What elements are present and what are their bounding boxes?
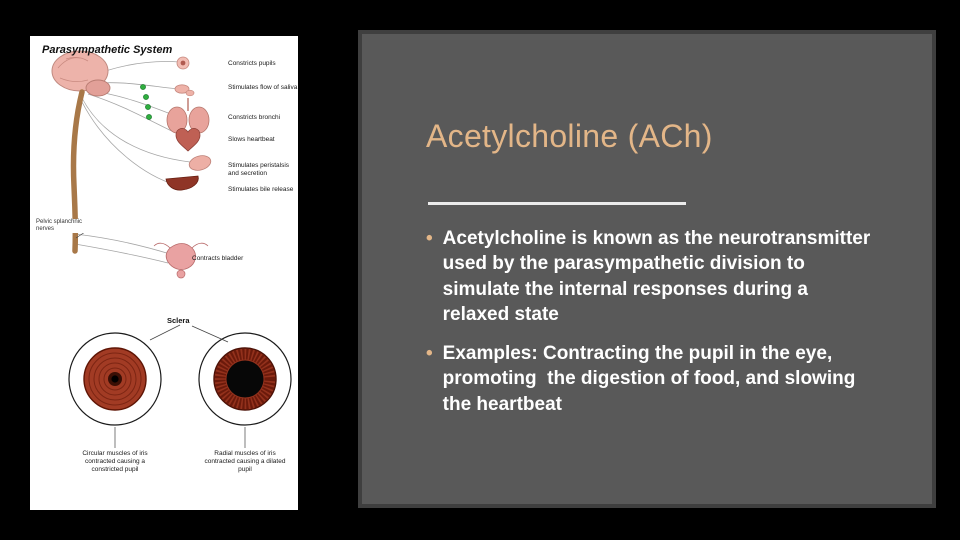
eye-organ-illustration: [177, 57, 189, 69]
slide-title: Acetylcholine (ACh): [426, 118, 713, 154]
constricted-eye-diagram: [69, 333, 161, 425]
stomach-illustration: [188, 153, 213, 172]
bullet-marker-icon: •: [426, 228, 433, 249]
organ-label-peristalsis: Stimulates peristalsis and secretion: [228, 162, 290, 177]
brain-illustration: [52, 51, 110, 96]
bullet-list: [426, 226, 876, 431]
organ-label-pupils: Constricts pupils: [228, 60, 276, 67]
anatomy-illustration: [30, 36, 298, 510]
dilated-eye-diagram: [199, 333, 291, 425]
lungs-illustration: [167, 98, 209, 133]
organ-label-bile: Stimulates bile release: [228, 186, 294, 193]
liver-illustration: [166, 176, 198, 190]
diagram-title: Parasympathetic System: [42, 44, 173, 56]
title-underline: [428, 202, 686, 205]
bullet-item: [426, 341, 871, 417]
pelvic-nerve-label: Pelvic splanchnic nerves: [36, 219, 98, 233]
organ-label-heartbeat: Slows heartbeat: [228, 136, 275, 143]
organ-label-bronchi: Constricts bronchi: [228, 114, 281, 121]
bullet-text: Acetylcholine is known as the neurotransmitter used by the parasympathetic division to simulate the internal responses during a relaxed state: [442, 228, 876, 325]
sclera-label: Sclera: [167, 316, 190, 325]
anatomy-panel: [30, 36, 298, 510]
eye-caption-constricted: Circular muscles of iris contracted causing a constricted pupil: [82, 450, 148, 474]
bullet-marker-icon: •: [426, 343, 433, 365]
bullet-item: [426, 226, 876, 327]
eye-caption-dilated: Radial muscles of iris contracted causing a dilated pupil: [204, 450, 286, 474]
bullet-text: Examples: Contracting the pupil in the eye, promoting the digestion of food, and slowing the heartbeat: [442, 343, 861, 415]
content-panel: [358, 30, 936, 508]
ganglia-dots: [140, 84, 151, 119]
organ-label-bladder: Contracts bladder: [192, 255, 244, 262]
organ-label-saliva: Stimulates flow of saliva: [228, 84, 298, 91]
heart-illustration: [176, 128, 200, 151]
salivary-gland-illustration: [175, 85, 194, 96]
